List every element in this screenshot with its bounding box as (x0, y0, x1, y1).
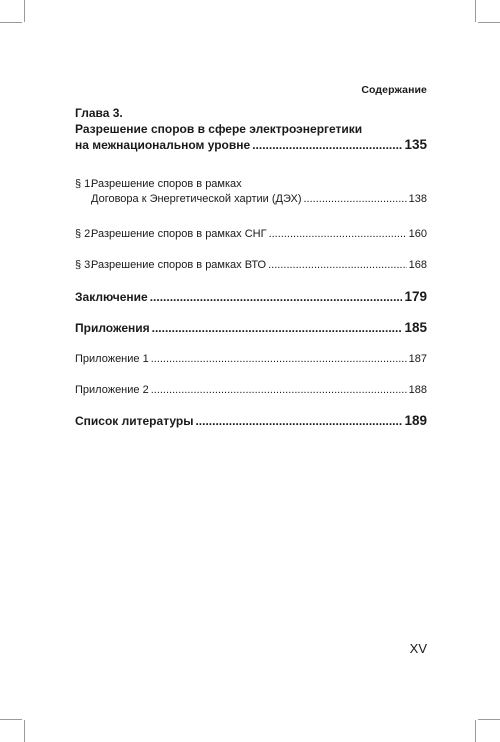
table-of-contents (75, 105, 427, 429)
dot-leader (304, 192, 407, 207)
toc-conclusion[interactable] (75, 289, 427, 305)
toc-bibliography[interactable] (75, 413, 427, 429)
page-number: 168 (408, 259, 427, 271)
crop-mark (475, 720, 476, 742)
dot-leader (151, 383, 407, 398)
chapter-title-line2: на межнациональном уровне (75, 138, 251, 152)
toc-appendices[interactable] (75, 320, 427, 336)
page-number: 189 (404, 413, 427, 428)
section-number: § 1. (75, 178, 94, 190)
page-number: 135 (404, 137, 427, 152)
dot-leader (269, 227, 407, 242)
dot-leader (150, 289, 403, 305)
crop-mark (0, 719, 22, 720)
conclusion-label: Заключение (75, 290, 148, 304)
crop-mark (24, 0, 25, 22)
dot-leader (252, 137, 402, 153)
section-number: § 2. (75, 228, 94, 240)
page-number: 185 (404, 320, 427, 335)
dot-leader (151, 352, 407, 367)
appendices-label: Приложения (75, 321, 150, 335)
crop-mark (478, 22, 500, 23)
page-number: 188 (408, 384, 427, 396)
page-number: 138 (408, 193, 427, 205)
crop-mark (475, 0, 476, 22)
page-number: 187 (408, 353, 427, 365)
crop-mark (0, 22, 22, 23)
chapter-label: Глава 3. (75, 106, 123, 120)
page-number: 179 (404, 289, 427, 304)
section-number: § 3. (75, 259, 94, 271)
dot-leader (268, 258, 407, 273)
section-title: Разрешение споров в рамках (91, 178, 242, 190)
page-folio: XV (409, 641, 427, 656)
section-title: Разрешение споров в рамках СНГ (91, 228, 267, 240)
toc-section-3[interactable] (75, 258, 427, 273)
dot-leader (152, 320, 403, 336)
toc-chapter-3[interactable] (75, 105, 427, 153)
chapter-title-line1: Разрешение споров в сфере электроэнергетики (75, 122, 363, 136)
toc-section-2[interactable] (75, 227, 427, 242)
toc-section-1[interactable] (75, 177, 427, 207)
toc-appendix-1[interactable] (75, 352, 427, 367)
toc-appendix-2[interactable] (75, 383, 427, 398)
crop-mark (478, 719, 500, 720)
appendix-2-label: Приложение 2 (75, 384, 149, 396)
section-title: Разрешение споров в рамках ВТО (91, 259, 267, 271)
dot-leader (195, 413, 402, 429)
page-number: 160 (408, 228, 427, 240)
appendix-1-label: Приложение 1 (75, 353, 149, 365)
bibliography-label: Список литературы (75, 414, 194, 428)
crop-mark (24, 720, 25, 742)
section-title-cont: Договора к Энергетической хартии (ДЭХ) (91, 193, 302, 205)
running-header: Содержание (361, 84, 427, 96)
